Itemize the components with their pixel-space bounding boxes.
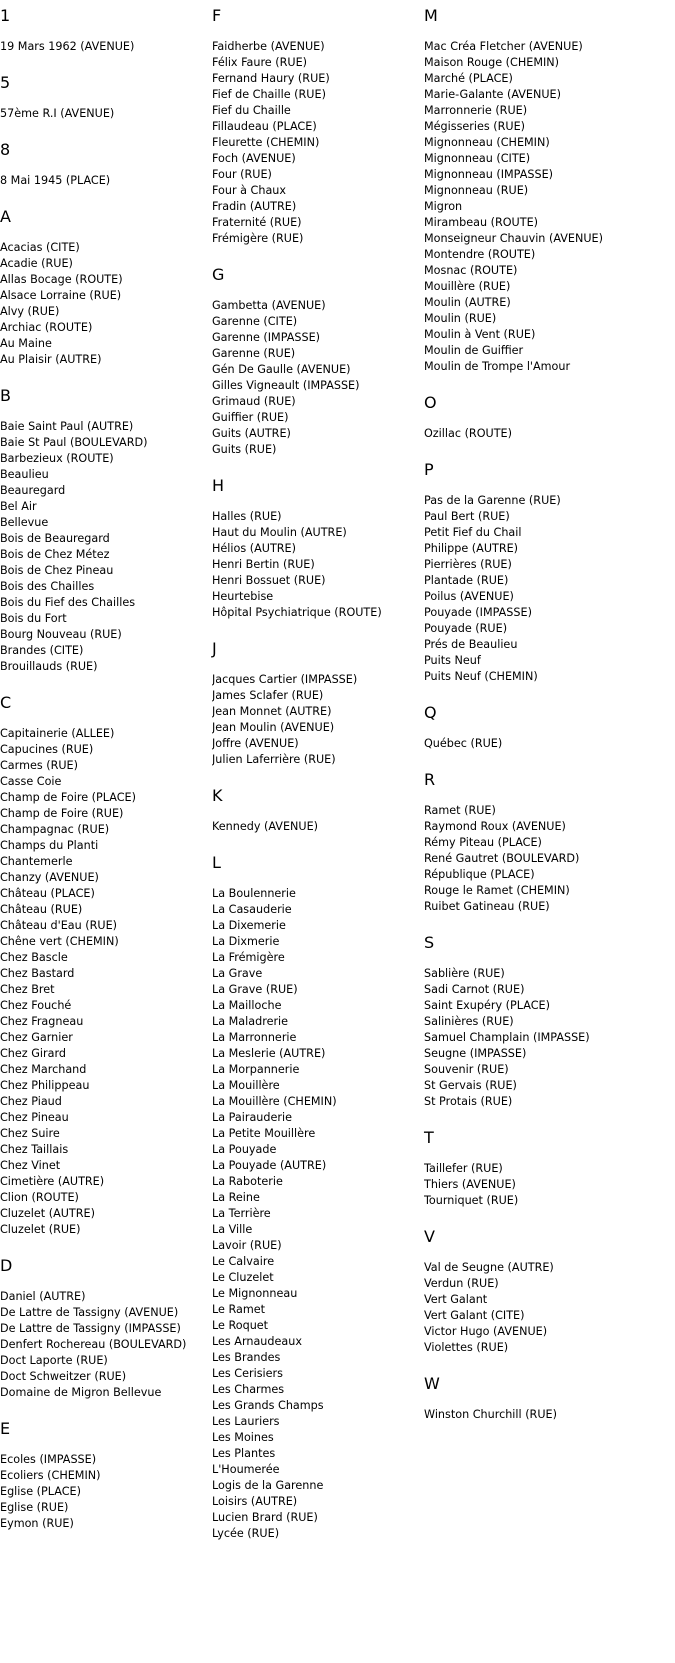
street-link[interactable]: La Grave (RUE) bbox=[212, 983, 298, 996]
street-link[interactable]: Bois des Chailles bbox=[0, 580, 95, 593]
street-link[interactable]: Bois du Fort bbox=[0, 612, 67, 625]
street-list bbox=[0, 173, 212, 189]
letter-section bbox=[424, 1128, 636, 1209]
letter-heading: F bbox=[212, 6, 222, 25]
street-link[interactable]: Ramet (RUE) bbox=[424, 804, 496, 817]
street-link[interactable]: Chantemerle bbox=[0, 855, 73, 868]
street-link[interactable]: Mignonneau (RUE) bbox=[424, 184, 529, 197]
street-link[interactable]: Faidherbe (AVENUE) bbox=[212, 40, 325, 53]
street-link[interactable]: Chêne vert (CHEMIN) bbox=[0, 935, 119, 948]
street-link[interactable]: Petit Fief du Chail bbox=[424, 526, 522, 539]
street-link[interactable]: Plantade (RUE) bbox=[424, 574, 509, 587]
street-link[interactable]: La Mouillère (CHEMIN) bbox=[212, 1095, 337, 1108]
letter-heading: J bbox=[212, 639, 217, 658]
street-link[interactable]: Monseigneur Chauvin (AVENUE) bbox=[424, 232, 603, 245]
street-link[interactable]: Chez Bastard bbox=[0, 967, 75, 980]
street-link[interactable]: Les Arnaudeaux bbox=[212, 1335, 302, 1348]
street-link[interactable]: Chez Fouché bbox=[0, 999, 72, 1012]
letter-section bbox=[212, 639, 424, 768]
letter-section bbox=[424, 6, 636, 375]
letter-heading: 5 bbox=[0, 73, 11, 92]
street-link[interactable]: Ruibet Gatineau (RUE) bbox=[424, 900, 550, 913]
street-list bbox=[424, 736, 636, 752]
letter-heading: G bbox=[212, 265, 225, 284]
letter-section bbox=[212, 476, 424, 621]
street-link[interactable]: Guits (AUTRE) bbox=[212, 427, 291, 440]
street-link[interactable]: Kennedy (AVENUE) bbox=[212, 820, 319, 833]
street-link[interactable]: Champ de Foire (PLACE) bbox=[0, 791, 136, 804]
street-link[interactable]: Chez Taillais bbox=[0, 1143, 69, 1156]
street-link[interactable]: Au Plaisir (AUTRE) bbox=[0, 353, 102, 366]
letter-section bbox=[424, 770, 636, 915]
street-link[interactable]: Pierrières (RUE) bbox=[424, 558, 512, 571]
street-link[interactable]: Fillaudeau (PLACE) bbox=[212, 120, 317, 133]
street-link[interactable]: Québec (RUE) bbox=[424, 737, 503, 750]
street-link[interactable]: La Ville bbox=[212, 1223, 253, 1236]
street-link[interactable]: Champ de Foire (RUE) bbox=[0, 807, 124, 820]
street-link[interactable]: Puits Neuf bbox=[424, 654, 481, 667]
street-link[interactable]: La Morpannerie bbox=[212, 1063, 300, 1076]
street-link[interactable]: Clion (ROUTE) bbox=[0, 1191, 79, 1204]
street-link[interactable]: Les Plantes bbox=[212, 1447, 276, 1460]
street-link[interactable]: Archiac (ROUTE) bbox=[0, 321, 93, 334]
street-index-column bbox=[0, 6, 212, 1550]
street-link[interactable]: L'Houmerée bbox=[212, 1463, 280, 1476]
letter-section bbox=[212, 853, 424, 1542]
street-link[interactable]: Fradin (AUTRE) bbox=[212, 200, 297, 213]
letter-heading: Q bbox=[424, 703, 437, 722]
letter-heading: D bbox=[0, 1256, 13, 1275]
street-link[interactable]: La Marronnerie bbox=[212, 1031, 297, 1044]
street-link[interactable]: Raymond Roux (AVENUE) bbox=[424, 820, 566, 833]
street-link[interactable]: Acacias (CITE) bbox=[0, 241, 80, 254]
letter-heading: L bbox=[212, 853, 221, 872]
street-list bbox=[424, 1161, 636, 1209]
street-link[interactable]: Val de Seugne (AUTRE) bbox=[424, 1261, 554, 1274]
street-link[interactable]: Barbezieux (ROUTE) bbox=[0, 452, 114, 465]
street-link[interactable]: St Protais (RUE) bbox=[424, 1095, 513, 1108]
street-link[interactable]: Sablière (RUE) bbox=[424, 967, 505, 980]
street-link[interactable]: Daniel (AUTRE) bbox=[0, 1290, 86, 1303]
letter-heading: V bbox=[424, 1227, 435, 1246]
street-link[interactable]: Fleurette (CHEMIN) bbox=[212, 136, 320, 149]
street-link[interactable]: La Pairauderie bbox=[212, 1111, 292, 1124]
street-link[interactable]: Château (RUE) bbox=[0, 903, 83, 916]
street-link[interactable]: La Boulennerie bbox=[212, 887, 296, 900]
street-link[interactable]: Le Mignonneau bbox=[212, 1287, 298, 1300]
street-link[interactable]: Lycée (RUE) bbox=[212, 1527, 280, 1540]
street-link[interactable]: Garenne (RUE) bbox=[212, 347, 296, 360]
letter-section bbox=[0, 140, 212, 189]
street-link[interactable]: Ozillac (ROUTE) bbox=[424, 427, 512, 440]
street-link[interactable]: Château d'Eau (RUE) bbox=[0, 919, 118, 932]
street-link[interactable]: Vert Galant bbox=[424, 1293, 488, 1306]
street-link[interactable]: Au Maine bbox=[0, 337, 52, 350]
street-link[interactable]: Marché (PLACE) bbox=[424, 72, 513, 85]
street-link[interactable]: Doct Laporte (RUE) bbox=[0, 1354, 108, 1367]
street-link[interactable]: Alvy (RUE) bbox=[0, 305, 60, 318]
street-link[interactable]: Chez Bascle bbox=[0, 951, 68, 964]
street-list bbox=[212, 39, 424, 247]
street-link[interactable]: Chez Marchand bbox=[0, 1063, 87, 1076]
street-link[interactable]: Moulin à Vent (RUE) bbox=[424, 328, 536, 341]
street-link[interactable]: 57ème R.I (AVENUE) bbox=[0, 107, 115, 120]
street-link[interactable]: Halles (RUE) bbox=[212, 510, 282, 523]
street-link[interactable]: Pas de la Garenne (RUE) bbox=[424, 494, 561, 507]
street-link[interactable]: Bois de Chez Pineau bbox=[0, 564, 114, 577]
street-link[interactable]: Logis de la Garenne bbox=[212, 1479, 324, 1492]
letter-heading: E bbox=[0, 1419, 11, 1438]
street-link[interactable]: Thiers (AVENUE) bbox=[424, 1178, 516, 1191]
street-link[interactable]: Cimetière (AUTRE) bbox=[0, 1175, 105, 1188]
street-link[interactable]: Brouillauds (RUE) bbox=[0, 660, 98, 673]
street-link[interactable]: Guiffier (RUE) bbox=[212, 411, 289, 424]
letter-section bbox=[0, 386, 212, 675]
letter-heading: O bbox=[424, 393, 437, 412]
street-link[interactable]: Chez Philippeau bbox=[0, 1079, 90, 1092]
street-list bbox=[0, 240, 212, 368]
street-list bbox=[424, 493, 636, 685]
street-link[interactable]: Fief de Chaille (RUE) bbox=[212, 88, 326, 101]
street-link[interactable]: Brandes (CITE) bbox=[0, 644, 84, 657]
street-link[interactable]: Garenne (CITE) bbox=[212, 315, 298, 328]
street-link[interactable]: La Raboterie bbox=[212, 1175, 283, 1188]
letter-section bbox=[0, 73, 212, 122]
street-list bbox=[424, 39, 636, 375]
street-link[interactable]: Chez Bret bbox=[0, 983, 55, 996]
street-link[interactable]: La Dixmerie bbox=[212, 935, 280, 948]
street-link[interactable]: Eymon (RUE) bbox=[0, 1517, 74, 1530]
street-link[interactable]: Grimaud (RUE) bbox=[212, 395, 296, 408]
street-link[interactable]: Hôpital Psychiatrique (ROUTE) bbox=[212, 606, 382, 619]
street-list bbox=[0, 419, 212, 675]
street-link[interactable]: Henri Bertin (RUE) bbox=[212, 558, 315, 571]
street-link[interactable]: Tourniquet (RUE) bbox=[424, 1194, 519, 1207]
street-link[interactable]: De Lattre de Tassigny (AVENUE) bbox=[0, 1306, 179, 1319]
street-list bbox=[212, 672, 424, 768]
street-link[interactable]: Heurtebise bbox=[212, 590, 274, 603]
street-link[interactable]: Château (PLACE) bbox=[0, 887, 95, 900]
street-link[interactable]: Beauregard bbox=[0, 484, 66, 497]
letter-section bbox=[0, 6, 212, 55]
letter-heading: 8 bbox=[0, 140, 11, 159]
street-link[interactable]: Lavoir (RUE) bbox=[212, 1239, 282, 1252]
street-link[interactable]: René Gautret (BOULEVARD) bbox=[424, 852, 580, 865]
street-link[interactable]: Mirambeau (ROUTE) bbox=[424, 216, 538, 229]
street-link[interactable]: Cluzelet (RUE) bbox=[0, 1223, 81, 1236]
letter-heading: T bbox=[424, 1128, 434, 1147]
street-list bbox=[212, 819, 424, 835]
street-link[interactable]: Moulin de Guiffier bbox=[424, 344, 524, 357]
letter-section bbox=[424, 1374, 636, 1423]
letter-section bbox=[424, 393, 636, 442]
street-list bbox=[0, 1289, 212, 1401]
street-link[interactable]: Gén De Gaulle (AVENUE) bbox=[212, 363, 351, 376]
street-link[interactable]: La Casauderie bbox=[212, 903, 292, 916]
letter-heading: C bbox=[0, 693, 12, 712]
street-link[interactable]: Bellevue bbox=[0, 516, 49, 529]
letter-heading: S bbox=[424, 933, 435, 952]
street-link[interactable]: Mouillère (RUE) bbox=[424, 280, 511, 293]
street-link[interactable]: Ecoles (IMPASSE) bbox=[0, 1453, 97, 1466]
street-link[interactable]: La Grave bbox=[212, 967, 263, 980]
street-link[interactable]: La Reine bbox=[212, 1191, 260, 1204]
street-link[interactable]: De Lattre de Tassigny (IMPASSE) bbox=[0, 1322, 181, 1335]
letter-heading: W bbox=[424, 1374, 440, 1393]
street-index-column bbox=[424, 6, 636, 1441]
letter-heading: R bbox=[424, 770, 436, 789]
street-link[interactable]: Sadi Carnot (RUE) bbox=[424, 983, 525, 996]
street-link[interactable]: Fief du Chaille bbox=[212, 104, 291, 117]
street-link[interactable]: Mac Créa Fletcher (AVENUE) bbox=[424, 40, 583, 53]
street-link[interactable]: Baie St Paul (BOULEVARD) bbox=[0, 436, 148, 449]
street-link[interactable]: Félix Faure (RUE) bbox=[212, 56, 308, 69]
street-list bbox=[424, 966, 636, 1110]
street-link[interactable]: Mignonneau (CITE) bbox=[424, 152, 531, 165]
letter-heading: K bbox=[212, 786, 223, 805]
street-link[interactable]: Pouyade (RUE) bbox=[424, 622, 508, 635]
street-link[interactable]: James Sclafer (RUE) bbox=[212, 689, 324, 702]
letter-section bbox=[0, 207, 212, 368]
street-link[interactable]: Hélios (AUTRE) bbox=[212, 542, 296, 555]
street-link[interactable]: Le Cluzelet bbox=[212, 1271, 274, 1284]
street-link[interactable]: Chez Piaud bbox=[0, 1095, 62, 1108]
street-link[interactable]: République (PLACE) bbox=[424, 868, 535, 881]
street-link[interactable]: Moulin de Trompe l'Amour bbox=[424, 360, 571, 373]
street-link[interactable]: Mosnac (ROUTE) bbox=[424, 264, 518, 277]
letter-section bbox=[212, 265, 424, 458]
street-list bbox=[212, 298, 424, 458]
street-link[interactable]: Chanzy (AVENUE) bbox=[0, 871, 99, 884]
street-link[interactable]: Beaulieu bbox=[0, 468, 49, 481]
street-link[interactable]: Loisirs (AUTRE) bbox=[212, 1495, 298, 1508]
street-link[interactable]: Philippe (AUTRE) bbox=[424, 542, 519, 555]
street-link[interactable]: Pouyade (IMPASSE) bbox=[424, 606, 532, 619]
street-link[interactable]: Le Calvaire bbox=[212, 1255, 275, 1268]
street-link[interactable]: 19 Mars 1962 (AVENUE) bbox=[0, 40, 135, 53]
street-link[interactable]: Violettes (RUE) bbox=[424, 1341, 509, 1354]
street-link[interactable]: Chez Girard bbox=[0, 1047, 66, 1060]
street-link[interactable]: Four à Chaux bbox=[212, 184, 287, 197]
street-list bbox=[424, 426, 636, 442]
street-link[interactable]: Julien Laferrière (RUE) bbox=[212, 753, 336, 766]
street-link[interactable]: Maison Rouge (CHEMIN) bbox=[424, 56, 560, 69]
street-link[interactable]: Les Lauriers bbox=[212, 1415, 280, 1428]
street-link[interactable]: Haut du Moulin (AUTRE) bbox=[212, 526, 347, 539]
street-link[interactable]: Verdun (RUE) bbox=[424, 1277, 499, 1290]
street-link[interactable]: La Meslerie (AUTRE) bbox=[212, 1047, 326, 1060]
street-link[interactable]: Chez Suire bbox=[0, 1127, 60, 1140]
street-link[interactable]: Gilles Vigneault (IMPASSE) bbox=[212, 379, 360, 392]
street-link[interactable]: Moulin (RUE) bbox=[424, 312, 497, 325]
street-link[interactable]: Bois de Chez Métez bbox=[0, 548, 110, 561]
street-link[interactable]: La Terrière bbox=[212, 1207, 271, 1220]
street-link[interactable]: Mégisseries (RUE) bbox=[424, 120, 526, 133]
street-link[interactable]: Garenne (IMPASSE) bbox=[212, 331, 321, 344]
street-link[interactable]: Allas Bocage (ROUTE) bbox=[0, 273, 123, 286]
street-link[interactable]: Capucines (RUE) bbox=[0, 743, 94, 756]
letter-heading: B bbox=[0, 386, 11, 405]
street-link[interactable]: Rouge le Ramet (CHEMIN) bbox=[424, 884, 570, 897]
street-link[interactable]: Prés de Beaulieu bbox=[424, 638, 518, 651]
street-list bbox=[424, 1407, 636, 1423]
street-link[interactable]: Paul Bert (RUE) bbox=[424, 510, 510, 523]
street-link[interactable]: Four (RUE) bbox=[212, 168, 272, 181]
street-link[interactable]: Bois de Beauregard bbox=[0, 532, 110, 545]
street-link[interactable]: Gambetta (AVENUE) bbox=[212, 299, 326, 312]
letter-heading: H bbox=[212, 476, 225, 495]
street-link[interactable]: Souvenir (RUE) bbox=[424, 1063, 509, 1076]
street-link[interactable]: Champs du Planti bbox=[0, 839, 99, 852]
street-link[interactable]: Samuel Champlain (IMPASSE) bbox=[424, 1031, 590, 1044]
street-link[interactable]: Rémy Piteau (PLACE) bbox=[424, 836, 542, 849]
street-link[interactable]: Chez Pineau bbox=[0, 1111, 69, 1124]
street-link[interactable]: Acadie (RUE) bbox=[0, 257, 73, 270]
street-link[interactable]: Carmes (RUE) bbox=[0, 759, 78, 772]
street-link[interactable]: Bois du Fief des Chailles bbox=[0, 596, 136, 609]
letter-section bbox=[424, 460, 636, 685]
street-link[interactable]: Frémigère (RUE) bbox=[212, 232, 304, 245]
street-list bbox=[0, 1452, 212, 1532]
street-link[interactable]: La Mailloche bbox=[212, 999, 282, 1012]
street-link[interactable]: Marronnerie (RUE) bbox=[424, 104, 528, 117]
letter-heading: A bbox=[0, 207, 11, 226]
street-link[interactable]: La Frémigère bbox=[212, 951, 285, 964]
street-link[interactable]: Casse Coie bbox=[0, 775, 62, 788]
street-link[interactable]: Le Ramet bbox=[212, 1303, 266, 1316]
street-link[interactable]: Doct Schweitzer (RUE) bbox=[0, 1370, 127, 1383]
street-list bbox=[0, 39, 212, 55]
street-link[interactable]: Eglise (PLACE) bbox=[0, 1485, 81, 1498]
street-link[interactable]: Poilus (AVENUE) bbox=[424, 590, 514, 603]
street-link[interactable]: Champagnac (RUE) bbox=[0, 823, 110, 836]
street-link[interactable]: La Pouyade (AUTRE) bbox=[212, 1159, 327, 1172]
street-link[interactable]: Domaine de Migron Bellevue bbox=[0, 1386, 162, 1399]
street-link[interactable]: Capitainerie (ALLEE) bbox=[0, 727, 115, 740]
street-link[interactable]: Mignonneau (IMPASSE) bbox=[424, 168, 553, 181]
street-link[interactable]: Jean Monnet (AUTRE) bbox=[212, 705, 332, 718]
letter-heading: 1 bbox=[0, 6, 11, 25]
street-link[interactable]: Chez Fragneau bbox=[0, 1015, 84, 1028]
street-link[interactable]: La Maladrerie bbox=[212, 1015, 289, 1028]
street-link[interactable]: Lucien Brard (RUE) bbox=[212, 1511, 318, 1524]
street-link[interactable]: Vert Galant (CITE) bbox=[424, 1309, 525, 1322]
street-link[interactable]: Bel Air bbox=[0, 500, 37, 513]
street-link[interactable]: Foch (AVENUE) bbox=[212, 152, 296, 165]
street-link[interactable]: Ecoliers (CHEMIN) bbox=[0, 1469, 101, 1482]
street-link[interactable]: Denfert Rochereau (BOULEVARD) bbox=[0, 1338, 187, 1351]
street-link[interactable]: Victor Hugo (AVENUE) bbox=[424, 1325, 548, 1338]
street-list bbox=[424, 803, 636, 915]
street-link[interactable]: Bourg Nouveau (RUE) bbox=[0, 628, 122, 641]
street-link[interactable]: Les Cerisiers bbox=[212, 1367, 283, 1380]
street-link[interactable]: Salinières (RUE) bbox=[424, 1015, 514, 1028]
street-list bbox=[0, 726, 212, 1238]
street-link[interactable]: Les Charmes bbox=[212, 1383, 285, 1396]
street-link[interactable]: Saint Exupéry (PLACE) bbox=[424, 999, 550, 1012]
street-link[interactable]: Jean Moulin (AVENUE) bbox=[212, 721, 335, 734]
street-link[interactable]: Montendre (ROUTE) bbox=[424, 248, 536, 261]
street-list bbox=[212, 886, 424, 1542]
letter-heading: P bbox=[424, 460, 434, 479]
street-link[interactable]: La Petite Mouillère bbox=[212, 1127, 316, 1140]
street-list bbox=[424, 1260, 636, 1356]
letter-section bbox=[0, 1256, 212, 1401]
street-link[interactable]: Taillefer (RUE) bbox=[424, 1162, 503, 1175]
street-link[interactable]: Marie-Galante (AVENUE) bbox=[424, 88, 561, 101]
street-link[interactable]: Fernand Haury (RUE) bbox=[212, 72, 330, 85]
street-index-column bbox=[212, 6, 424, 1560]
letter-section bbox=[0, 693, 212, 1238]
street-link[interactable]: Guits (RUE) bbox=[212, 443, 277, 456]
street-link[interactable]: Cluzelet (AUTRE) bbox=[0, 1207, 95, 1220]
letter-section bbox=[424, 703, 636, 752]
letter-section bbox=[212, 6, 424, 247]
street-link[interactable]: Jacques Cartier (IMPASSE) bbox=[212, 673, 358, 686]
street-link[interactable]: 8 Mai 1945 (PLACE) bbox=[0, 174, 111, 187]
street-link[interactable]: Migron bbox=[424, 200, 463, 213]
letter-heading: M bbox=[424, 6, 438, 25]
street-link[interactable]: Les Brandes bbox=[212, 1351, 281, 1364]
street-link[interactable]: Puits Neuf (CHEMIN) bbox=[424, 670, 538, 683]
street-link[interactable]: Mignonneau (CHEMIN) bbox=[424, 136, 550, 149]
street-link[interactable]: La Dixemerie bbox=[212, 919, 286, 932]
street-link[interactable]: Joffre (AVENUE) bbox=[212, 737, 299, 750]
letter-section bbox=[212, 786, 424, 835]
street-link[interactable]: Les Moines bbox=[212, 1431, 274, 1444]
street-link[interactable]: Eglise (RUE) bbox=[0, 1501, 69, 1514]
street-list bbox=[0, 106, 212, 122]
street-link[interactable]: Seugne (IMPASSE) bbox=[424, 1047, 527, 1060]
street-link[interactable]: Chez Garnier bbox=[0, 1031, 73, 1044]
street-link[interactable]: La Mouillère bbox=[212, 1079, 280, 1092]
street-link[interactable]: Winston Churchill (RUE) bbox=[424, 1408, 557, 1421]
letter-section bbox=[424, 933, 636, 1110]
street-link[interactable]: Moulin (AUTRE) bbox=[424, 296, 511, 309]
street-link[interactable]: La Pouyade bbox=[212, 1143, 277, 1156]
street-link[interactable]: Fraternité (RUE) bbox=[212, 216, 302, 229]
street-link[interactable]: Henri Bossuet (RUE) bbox=[212, 574, 326, 587]
street-link[interactable]: St Gervais (RUE) bbox=[424, 1079, 517, 1092]
letter-section bbox=[0, 1419, 212, 1532]
street-link[interactable]: Les Grands Champs bbox=[212, 1399, 324, 1412]
street-link[interactable]: Alsace Lorraine (RUE) bbox=[0, 289, 122, 302]
street-list bbox=[212, 509, 424, 621]
street-link[interactable]: Chez Vinet bbox=[0, 1159, 61, 1172]
letter-section bbox=[424, 1227, 636, 1356]
street-link[interactable]: Le Roquet bbox=[212, 1319, 269, 1332]
street-link[interactable]: Baie Saint Paul (AUTRE) bbox=[0, 420, 134, 433]
